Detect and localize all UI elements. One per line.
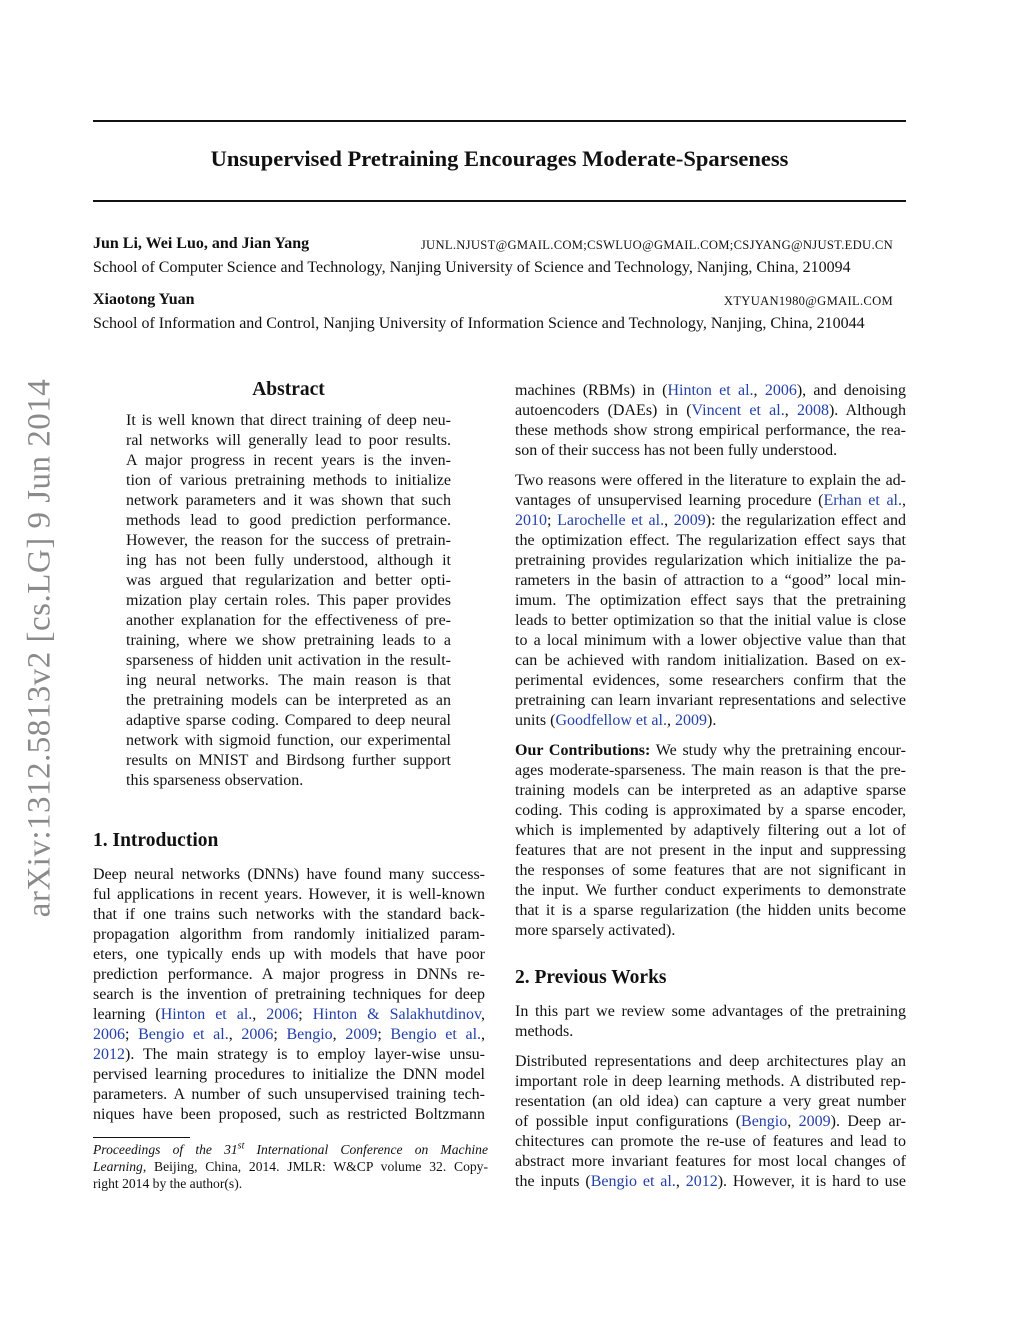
text-segment: features that are not present in the input and suppressing — [515, 842, 906, 859]
text-segment: parameters. A number of such unsupervised training tech- — [93, 1086, 485, 1103]
text-line — [93, 1065, 485, 1085]
paragraph-distributed-representations — [515, 1052, 906, 1192]
citation-link[interactable]: Goodfellow et al. — [555, 712, 667, 729]
text-segment: coding. This coding is approximated by a sparse encoder, — [515, 802, 906, 819]
text-line — [126, 571, 451, 591]
citation-link[interactable]: 2009 — [345, 1026, 378, 1043]
citation-link[interactable]: Larochelle et al. — [557, 512, 665, 529]
text-line — [93, 945, 485, 965]
text-segment: , — [228, 1026, 242, 1043]
text-segment: ). — [706, 712, 717, 729]
text-segment: son of their success has not been fully understood. — [515, 442, 838, 459]
text-segment: right 2014 by the author(s). — [93, 1176, 243, 1191]
citation-link[interactable]: Erhan et al. — [823, 492, 902, 509]
introduction-paragraph — [93, 865, 485, 1125]
abstract-body — [126, 411, 451, 791]
text-segment: of possible input configurations ( — [515, 1113, 742, 1130]
text-line — [126, 691, 451, 711]
text-segment: pretraining provides regularization which initialize the pa- — [515, 552, 906, 569]
text-line — [515, 531, 906, 551]
bold-lead-in: Our Contributions: — [515, 742, 651, 759]
section-heading-previous-works: 2. Previous Works — [515, 967, 667, 988]
text-line — [93, 985, 485, 1005]
text-segment: the optimization effect. The regularization effect says that — [515, 532, 906, 549]
author-affiliation: School of Computer Science and Technology, Nanjing University of Science and Technology, Nanjing, China, 210094 — [93, 259, 851, 276]
citation-link[interactable]: 2009 — [798, 1113, 831, 1130]
text-line — [126, 711, 451, 731]
citation-link[interactable]: 2008 — [796, 402, 829, 419]
citation-link[interactable]: 2009 — [674, 712, 707, 729]
text-line — [515, 1002, 906, 1022]
text-line — [515, 901, 906, 921]
text-segment: niques have been proposed, such as restricted Boltzmann — [93, 1106, 485, 1123]
author-block-1 — [93, 234, 893, 254]
text-segment: ages moderate-sparseness. The main reason is that the pre- — [515, 762, 906, 779]
text-segment: tion of various pretraining methods to initialize — [126, 472, 451, 489]
author-names: Xiaotong Yuan — [93, 291, 195, 308]
text-line — [515, 781, 906, 801]
text-segment: abstract more invariant features for most local changes of — [515, 1153, 906, 1170]
text-line — [515, 741, 906, 761]
text-line — [515, 591, 906, 611]
paragraph-pretraining-methods — [515, 381, 906, 461]
citation-link[interactable]: 2012 — [93, 1046, 125, 1063]
text-segment: , — [664, 512, 674, 529]
text-line — [515, 1022, 906, 1042]
text-segment: can be achieved with random initialization. Based on ex- — [515, 652, 906, 669]
text-line — [126, 631, 451, 651]
text-line — [515, 381, 906, 401]
text-segment: these methods show strong empirical performance, the rea- — [515, 422, 906, 439]
author-email: JUNL.NJUST@GMAIL.COM;CSWLUO@GMAIL.COM;CSJYANG@NJUST.EDU.CN — [420, 238, 893, 252]
text-segment: It is well known that direct training of deep neu- — [126, 412, 451, 429]
text-line — [515, 1092, 906, 1112]
text-segment: training models can be interpreted as an adaptive sparse — [515, 782, 906, 799]
text-segment: ral networks will generally lead to poor results. — [126, 432, 451, 449]
text-line — [515, 1172, 906, 1192]
text-segment: the responses of some features that are not significant in — [515, 862, 906, 879]
text-segment: , — [481, 1006, 486, 1023]
text-line — [126, 531, 451, 551]
citation-link[interactable]: Hinton & Salakhutdinov — [312, 1006, 482, 1023]
text-line — [515, 551, 906, 571]
text-line — [126, 551, 451, 571]
text-line — [126, 591, 451, 611]
text-line — [126, 671, 451, 691]
text-segment: network parameters and it was shown that such — [126, 492, 451, 509]
italic-text: Proceedings of the 31 — [93, 1142, 238, 1157]
text-segment: ; — [298, 1006, 313, 1023]
text-segment: prediction performance. A major progress in DNNs re- — [93, 966, 485, 983]
text-segment: imum. The optimization effect says that the pretraining — [515, 592, 906, 609]
text-segment: rameters in the basin of attraction to a “good” local min- — [515, 572, 906, 589]
text-segment: was argued that regularization and better opti- — [126, 572, 451, 589]
text-segment: propagation algorithm from randomly initialized param- — [93, 926, 485, 943]
paper-title: Unsupervised Pretraining Encourages Moderate-Sparseness — [210, 146, 789, 171]
text-segment: ). Although — [828, 402, 907, 419]
text-segment: , Beijing, China, 2014. JMLR: W&CP volume 32. Copy- — [142, 1159, 488, 1174]
text-segment: Two reasons were offered in the literature to explain the ad- — [515, 472, 906, 489]
text-line — [126, 431, 451, 451]
text-segment: vantages of unsupervised learning procedure ( — [515, 492, 824, 509]
author-email: XTYUAN1980@GMAIL.COM — [723, 294, 893, 308]
text-segment: pervised learning procedures to initialize the DNN model — [93, 1066, 485, 1083]
citation-link[interactable]: Vincent et al. — [691, 402, 785, 419]
text-segment: ful applications in recent years. However, it is well-known — [93, 886, 485, 903]
text-segment: , — [902, 492, 906, 509]
citation-link[interactable]: Bengio — [741, 1113, 788, 1130]
italic-text: Learning — [93, 1159, 143, 1174]
author-affiliation: School of Information and Control, Nanjing University of Information Science and Technology, Nanjing, China, 210044 — [93, 315, 865, 332]
text-segment: pretraining can learn invariant representations and selective — [515, 692, 906, 709]
text-segment: perimental evidences, some researchers confirm that the — [515, 672, 906, 689]
title-bottom-rule — [93, 200, 906, 202]
text-segment: leads to better optimization so that the initial value is close — [515, 612, 906, 629]
text-line — [126, 471, 451, 491]
text-line — [93, 1005, 485, 1025]
text-line — [515, 401, 906, 421]
text-line — [515, 921, 906, 941]
text-line — [515, 691, 906, 711]
citation-link[interactable]: 2006 — [764, 382, 797, 399]
text-line — [515, 801, 906, 821]
text-segment: autoencoders (DAEs) in ( — [515, 402, 692, 419]
text-line — [515, 491, 906, 511]
citation-link[interactable]: Bengio et al. — [390, 1026, 482, 1043]
text-line — [93, 925, 485, 945]
text-line — [515, 651, 906, 671]
author-block-2 — [93, 290, 893, 310]
citation-link[interactable]: 2010 — [515, 512, 547, 529]
text-line — [93, 865, 485, 885]
text-segment: , — [787, 1113, 799, 1130]
text-line — [126, 651, 451, 671]
text-segment: , — [666, 712, 675, 729]
text-segment: the input. We further conduct experiments to demonstrate — [515, 882, 906, 899]
superscript: st — [237, 1140, 245, 1152]
text-line — [93, 1141, 488, 1158]
text-line — [515, 821, 906, 841]
text-segment: the inputs ( — [515, 1173, 591, 1190]
text-line — [126, 731, 451, 751]
text-line — [515, 881, 906, 901]
text-segment: ). However, it is hard to use — [717, 1173, 907, 1190]
text-line — [515, 1132, 906, 1152]
text-segment: that it is a sparse regularization (the hidden units become — [515, 902, 906, 919]
text-line — [515, 421, 906, 441]
text-segment: ): the regularization effect and — [705, 512, 906, 529]
footnote-rule — [93, 1137, 190, 1138]
text-line — [515, 571, 906, 591]
text-line — [93, 905, 485, 925]
text-segment: to a local minimum with a lower objective value than that — [515, 632, 906, 649]
text-segment: We study why the pretraining encour- — [650, 742, 907, 759]
text-line — [515, 631, 906, 651]
paragraph-two-reasons — [515, 471, 906, 731]
text-line — [126, 451, 451, 471]
text-segment: search is the invention of pretraining techniques for deep — [93, 986, 485, 1003]
text-segment: which is implemented by adaptively filtering out a lot of — [515, 822, 906, 839]
text-segment: , — [675, 1173, 686, 1190]
text-segment: this sparseness observation. — [126, 772, 304, 789]
text-line — [93, 1175, 488, 1192]
text-segment: , — [784, 402, 797, 419]
citation-link[interactable]: 2006 — [266, 1006, 299, 1023]
paragraph-contributions — [515, 741, 906, 941]
text-line — [515, 841, 906, 861]
text-segment: results on MNIST and Birdsong further support — [126, 752, 451, 769]
citation-link[interactable]: Hinton et al. — [160, 1006, 253, 1023]
text-line — [515, 1072, 906, 1092]
text-line — [126, 771, 451, 791]
text-line — [126, 751, 451, 771]
text-segment: ; — [273, 1026, 287, 1043]
text-segment: that if one trains such networks with the standard back- — [93, 906, 485, 923]
text-segment: training, where we show pretraining leads to a — [126, 632, 451, 649]
italic-text: International Conference on Machine — [244, 1142, 488, 1157]
text-segment: Deep neural networks (DNNs) have found many success- — [93, 866, 485, 883]
text-line — [515, 1112, 906, 1132]
citation-link[interactable]: 2009 — [673, 512, 706, 529]
citation-link[interactable]: 2006 — [93, 1026, 125, 1043]
text-segment: resentation (an old idea) can capture a very great number — [515, 1093, 906, 1110]
text-segment: However, the reason for the success of pretrain- — [126, 532, 451, 549]
paragraph-review-intro — [515, 1002, 906, 1042]
text-segment: ). Deep ar- — [830, 1113, 906, 1130]
text-segment: learning ( — [93, 1006, 161, 1023]
text-segment: sparseness of hidden unit activation in the result- — [126, 652, 451, 669]
text-segment: Distributed representations and deep architectures play an — [515, 1053, 906, 1070]
text-segment: A major progress in recent years is the inven- — [126, 452, 451, 469]
arxiv-identifier: arXiv:1312.5813v2 [cs.LG] 9 Jun 2014 — [21, 378, 58, 918]
text-segment: , — [753, 382, 765, 399]
text-line — [126, 491, 451, 511]
text-line — [515, 761, 906, 781]
citation-link[interactable]: Bengio et al. — [590, 1173, 676, 1190]
text-segment: important role in deep learning methods. A distributed rep- — [515, 1073, 906, 1090]
text-segment: ing has not been fully understood, although it — [126, 552, 451, 569]
text-segment: units ( — [515, 712, 556, 729]
text-line — [515, 671, 906, 691]
text-segment: In this part we review some advantages of the pretraining — [515, 1003, 906, 1020]
text-segment: adaptive sparse coding. Compared to deep neural — [126, 712, 451, 729]
text-line — [93, 1105, 485, 1125]
abstract-heading: Abstract — [252, 379, 325, 400]
text-segment: another explanation for the effectiveness of pre- — [126, 612, 451, 629]
text-segment: chitectures can promote the re-use of features and lead to — [515, 1133, 906, 1150]
text-line — [126, 411, 451, 431]
text-line — [93, 1158, 488, 1175]
text-segment: machines (RBMs) in ( — [515, 382, 668, 399]
citation-link[interactable]: 2012 — [685, 1173, 718, 1190]
text-segment: eters, one typically ends up with models that have poor — [93, 946, 485, 963]
citation-link[interactable]: Bengio et al. — [138, 1026, 229, 1043]
text-segment: , — [481, 1026, 486, 1043]
text-segment: ; — [125, 1026, 139, 1043]
text-line — [93, 965, 485, 985]
text-segment: ), and denoising — [796, 382, 906, 399]
text-line — [515, 1052, 906, 1072]
text-line — [93, 885, 485, 905]
text-line — [515, 511, 906, 531]
text-segment: ing neural networks. The main reason is that — [126, 672, 451, 689]
footnote — [93, 1141, 488, 1192]
text-segment: mization play certain roles. This paper provides — [126, 592, 451, 609]
text-line — [93, 1085, 485, 1105]
text-line — [515, 711, 906, 731]
citation-link[interactable]: Bengio — [286, 1026, 333, 1043]
text-segment: , — [252, 1006, 267, 1023]
text-line — [515, 441, 906, 461]
text-line — [515, 471, 906, 491]
text-line — [126, 511, 451, 531]
text-line — [515, 611, 906, 631]
text-segment: network with sigmoid function, our experimental — [126, 732, 451, 749]
text-line — [515, 861, 906, 881]
text-segment: ). The main strategy is to employ layer-wise unsu- — [125, 1046, 485, 1063]
text-line — [126, 611, 451, 631]
title-top-rule — [93, 120, 906, 122]
citation-link[interactable]: 2006 — [241, 1026, 274, 1043]
text-segment: methods. — [515, 1023, 574, 1040]
text-line — [93, 1045, 485, 1065]
text-segment: more sparsely activated). — [515, 922, 676, 939]
text-segment: methods lead to good prediction performance. — [126, 512, 451, 529]
text-line — [515, 1152, 906, 1172]
citation-link[interactable]: Hinton et al. — [667, 382, 754, 399]
section-heading-introduction: 1. Introduction — [93, 830, 219, 851]
text-segment: ; — [377, 1026, 391, 1043]
text-segment: , — [332, 1026, 346, 1043]
text-line — [93, 1025, 485, 1045]
text-segment: the pretraining models can be interpreted as an — [126, 692, 451, 709]
text-segment: ; — [547, 512, 558, 529]
author-names: Jun Li, Wei Luo, and Jian Yang — [93, 235, 310, 252]
